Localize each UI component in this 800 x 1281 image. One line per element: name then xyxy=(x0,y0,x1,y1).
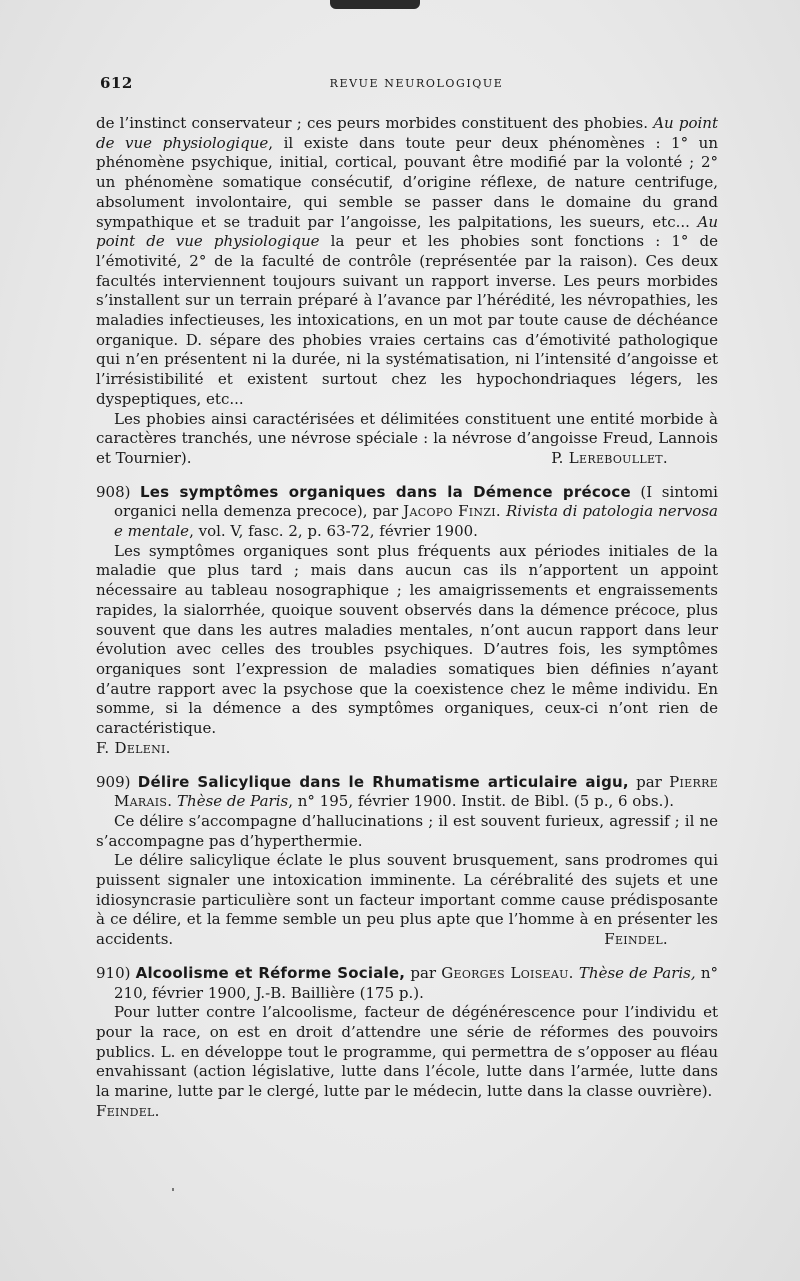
entry-909-heading: 909) Délire Salicylique dans le Rhumatisme articulaire aigu, par Pierre Marais. Thèse de Paris, n° 195, février 1900. Instit. de Bibl. (5 p., 6 obs.). xyxy=(96,772,718,811)
entry-number: 910) xyxy=(96,963,131,982)
entry-908-heading: 908) Les symptômes organiques dans la Démence précoce (I sintomi organici nella demenza precoce), par Jacopo Finzi. Rivista di patologia nervosa e mentale, vol. V, fasc. 2, p. 63-72, février 1900. xyxy=(96,482,718,541)
entry-909-abstract-1: Ce délire s’accompagne d’hallucinations ; il est souvent furieux, agressif ; il ne s’accompagne pas d’hyperthermie. xyxy=(96,811,718,850)
page-header xyxy=(100,74,715,96)
entry-author: Pierre Marais. xyxy=(114,772,718,811)
binding-mark xyxy=(330,0,420,9)
entry-number: 908) xyxy=(96,482,131,501)
page-content xyxy=(96,114,718,1121)
entry-author: Jacopo Finzi. xyxy=(403,502,501,521)
entry-title: Alcoolisme et Réforme Sociale, xyxy=(135,963,406,982)
print-speck xyxy=(172,1188,174,1191)
entry-909-signature: Feindel. xyxy=(604,930,668,949)
entry-journal: Rivista di patologia nervosa e mentale xyxy=(114,502,718,541)
entry-908 xyxy=(96,483,718,759)
entry-910 xyxy=(96,964,718,1122)
entry-908-signature: F. Deleni. xyxy=(96,738,171,757)
intro-paragraph-2: Les phobies ainsi caractérisées et délimitées constituent une entité morbide à caractères tranchés, une névrose spéciale : la névrose d’angoisse Freud, Lannois et Tournier). P. Lereboullet. xyxy=(96,409,718,467)
entry-title: Délire Salicylique dans le Rhumatisme articulaire aigu, xyxy=(137,772,629,791)
entry-908-abstract: Les symptômes organiques sont plus fréquents aux périodes initiales de la maladie que plus tard ; mais dans aucun cas ils n’apportent un appoint nécessaire au tableau nosographique ; les amaigrissements et engraissements rapides, la sialorrhée, quoique souvent observés dans la démence précoce, plus souvent que dans les autres maladies mentales, n’ont aucun rapport dans leur évolution avec celles des troubles psychiques. D’autres fois, les symptômes organiques sont l’expression de maladies somatiques bien définies n’ayant d’autre rapport avec la psychose que la coexistence chez le même individu. En somme, si la démence a des symptômes organiques, ceux-ci n’ont rien de caractéristique. xyxy=(96,541,718,738)
entry-910-abstract: Pour lutter contre l’alcoolisme, facteur de dégénérescence pour l’individu et pour la race, on est en droit d’attendre une série de réformes des pouvoirs publics. L. en développe tout le programme, qui permettra de s’opposer au fléau envahissant (action législative, lutte dans l’école, lutte dans l’armée, lutte dans la marine, lutte par le clergé, lutte par le médecin, lutte dans la classe ouvrière). xyxy=(96,1003,718,1101)
page-number: 612 xyxy=(100,74,133,92)
entry-thesis: Thèse de Paris xyxy=(172,792,289,811)
entry-title: Les symptômes organiques dans la Démence précoce xyxy=(140,482,631,501)
running-head: REVUE NEUROLOGIQUE xyxy=(329,77,504,90)
intro-italic-1: Au point de vue physiologique xyxy=(96,114,718,152)
entry-910-signature: Feindel. xyxy=(96,1101,160,1120)
intro-paragraph-1: de l’instinct conservateur ; ces peurs morbides constituent des phobies. Au point de vue physiologique, il existe dans toute peur deux phénomènes : 1° un phénomène psychique, initial, cortical, pouvant être modifié par la volonté ; 2° un phénomène somatique consécutif, d’origine réflexe, de nature centrifuge, absolument involontaire, qui semble se passer dans le domaine du grand sympathique et se traduit par l’angoisse, les palpitations, les sueurs, etc... Au point de vue physiologique la peur et les phobies sont fonctions : 1° de l’émotivité, 2° de la faculté de contrôle (représentée par la raison). Ces deux facultés interviennent toujours suivant un rapport inverse. Les peurs morbides s’installent sur un terrain préparé à l’avance par l’hérédité, les névropathies, les maladies infectieuses, les intoxications, en un mot par toute cause de déchéance organique. D. sépare des phobies vraies certains cas d’émotivité pathologique qui n’en présentent ni la durée, ni la systématisation, ni l’intensité d’angoisse et l’irrésistibilité et existent surtout chez les hypochondriaques légers, les dyspeptiques, etc... xyxy=(96,114,718,408)
entry-909 xyxy=(96,773,718,950)
entry-910-heading: 910) Alcoolisme et Réforme Sociale, par Georges Loiseau. Thèse de Paris, n° 210, février 1900, J.-B. Baillière (175 p.). xyxy=(96,963,718,1002)
entry-909-abstract-2: Le délire salicylique éclate le plus souvent brusquement, sans prodromes qui puissent signaler une intoxication imminente. La cérébralité des sujets et une idiosyncrasie particulière sont un facteur important comme cause prédisposante à ce délire, et la femme semble un peu plus apte que l’homme à en présenter les accidents. Feindel. xyxy=(96,851,718,949)
entry-author: Georges Loiseau. xyxy=(441,963,574,982)
intro-signature: P. Lereboullet. xyxy=(551,448,668,467)
entry-thesis: Thèse de Paris, xyxy=(573,963,696,982)
intro-italic-2: Au point de vue physiologique xyxy=(96,212,718,251)
entry-number: 909) xyxy=(96,772,131,791)
